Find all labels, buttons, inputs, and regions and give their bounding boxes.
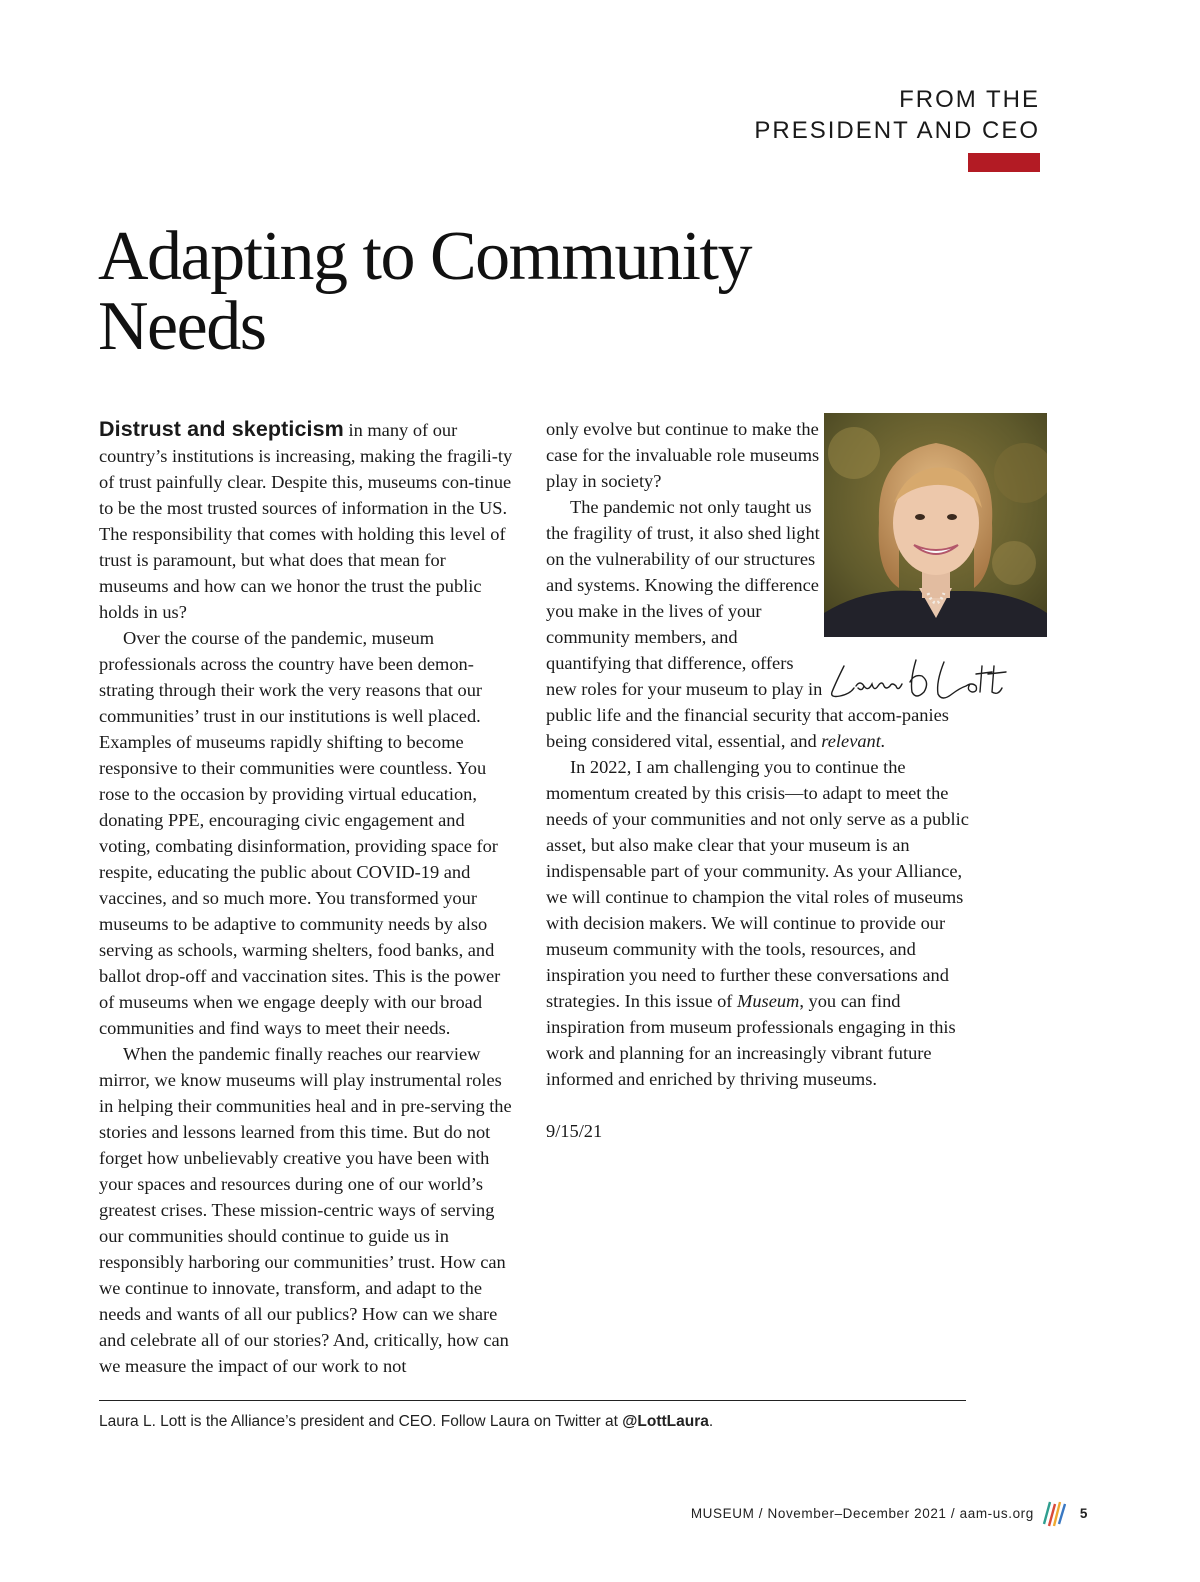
paragraph-1-text: in many of our country’s institutions is increasing, making the fragili-ty of trust painfully clear. Despite this, museums con-tinue to be the most trusted sources of information in the US. The responsibility that comes with holding this level of trust is paramount, but what does that mean for museums and how can we honor the trust the public holds in us? (99, 420, 513, 622)
article-headline (98, 218, 878, 365)
article-paragraph-3: When the pandemic finally reaches our rearview mirror, we know museums will play instrumental roles in helping their communities heal and in pre-serving the stories and lessons learned from this time. But do not forget how unbelievably creative you have been with your spaces and resources during one of our world’s greatest crises. These mission-centric ways of serving our communities should continue to guide us in responsibly harboring our communities’ trust. How can we continue to innovate, transform, and adapt to the needs and wants of all our publics? How can we share and celebrate all of our stories? And, critically, how can we measure the impact of our work to not (99, 1044, 512, 1376)
article-paragraph-1 (99, 416, 519, 625)
section-accent-bar (968, 153, 1040, 172)
paragraph-5-text-b: , you can find inspiration from museum professionals engaging in this work and planning for an increasingly vibrant future informed and enriched by thriving museums. (546, 991, 956, 1089)
folio-site: aam-us.org (959, 1505, 1034, 1521)
magazine-title-italic: Museum (737, 991, 800, 1011)
article-paragraph-3-continued: only evolve but continue to make the case for the invaluable role museums play in society? (546, 419, 820, 491)
twitter-handle: @LottLaura (622, 1413, 709, 1430)
paragraph-4-emphasis: relevant. (821, 731, 886, 751)
aam-stripes-logo-icon (1042, 1498, 1066, 1528)
article-date: 9/15/21 (546, 1121, 603, 1141)
article-paragraph-2: Over the course of the pandemic, museum professionals across the country have been demon-strating through their work the very reasons that our communities’ trust in our institutions is well placed. Examples of museums rapidly shifting to become responsive to their communities were countless. You rose to the occasion by providing virtual education, donating PPE, encouraging civic engagement and voting, combating disinformation, providing space for respite, educating the public about COVID-19 and vaccines, and so much more. You transformed your museums to be adaptive to community needs by also serving as schools, warming shelters, food banks, and ballot drop-off and vaccination sites. This is the power of museums when we engage deeply with our broad communities and find ways to meet their needs. (99, 628, 501, 1038)
portrait-illustration (824, 413, 1047, 637)
folio-issue: November–December 2021 (767, 1505, 947, 1521)
headline-line-1: Adapting to Community (98, 218, 751, 295)
paragraph-5-text-a: In 2022, I am challenging you to continue the momentum created by this crisis—to adapt to meet the needs of your communities and not only serve as a public asset, but also make clear that your museum is an indispensable part of your community. As your Alliance, we will continue to champion the vital roles of museums with decision makers. We will continue to provide our museum community with the tools, resources, and inspiration you need to further these conversations and strategies. In this issue of (546, 757, 969, 1011)
author-bio (99, 1411, 999, 1433)
article-paragraph-5 (546, 754, 971, 1092)
folio-magazine: MUSEUM (690, 1505, 755, 1521)
lead-in: Distrust and skepticism (99, 417, 344, 441)
footnote-rule (99, 1400, 966, 1401)
author-portrait (824, 413, 1047, 637)
section-kicker-line-2: PRESIDENT AND CEO (754, 117, 1040, 144)
folio-text (691, 1506, 1034, 1521)
paragraph-4-text: The pandemic not only taught us the fragility of trust, it also shed light on the vulnerability of our structures and systems. Knowing the difference you make in the lives of your community members, and quantifying that difference, offers new roles for your museum to play in public life and the financial security that accom-panies being considered vital, essential, and (546, 497, 949, 751)
headline-line-2: Needs (98, 288, 266, 365)
page-number: 5 (1079, 1505, 1088, 1521)
article-column-left (99, 416, 519, 1379)
page-folio (691, 1498, 1088, 1528)
folio-separator-2: / (946, 1505, 960, 1521)
signature-graphic (826, 652, 1016, 706)
folio-separator-1: / (754, 1505, 768, 1521)
section-kicker-line-1: FROM THE (899, 86, 1040, 113)
author-signature (826, 652, 1016, 706)
author-bio-text: Laura L. Lott is the Alliance’s president and CEO. Follow Laura on Twitter at (99, 1413, 623, 1430)
author-bio-end: . (708, 1413, 714, 1430)
section-kicker (754, 84, 1040, 146)
